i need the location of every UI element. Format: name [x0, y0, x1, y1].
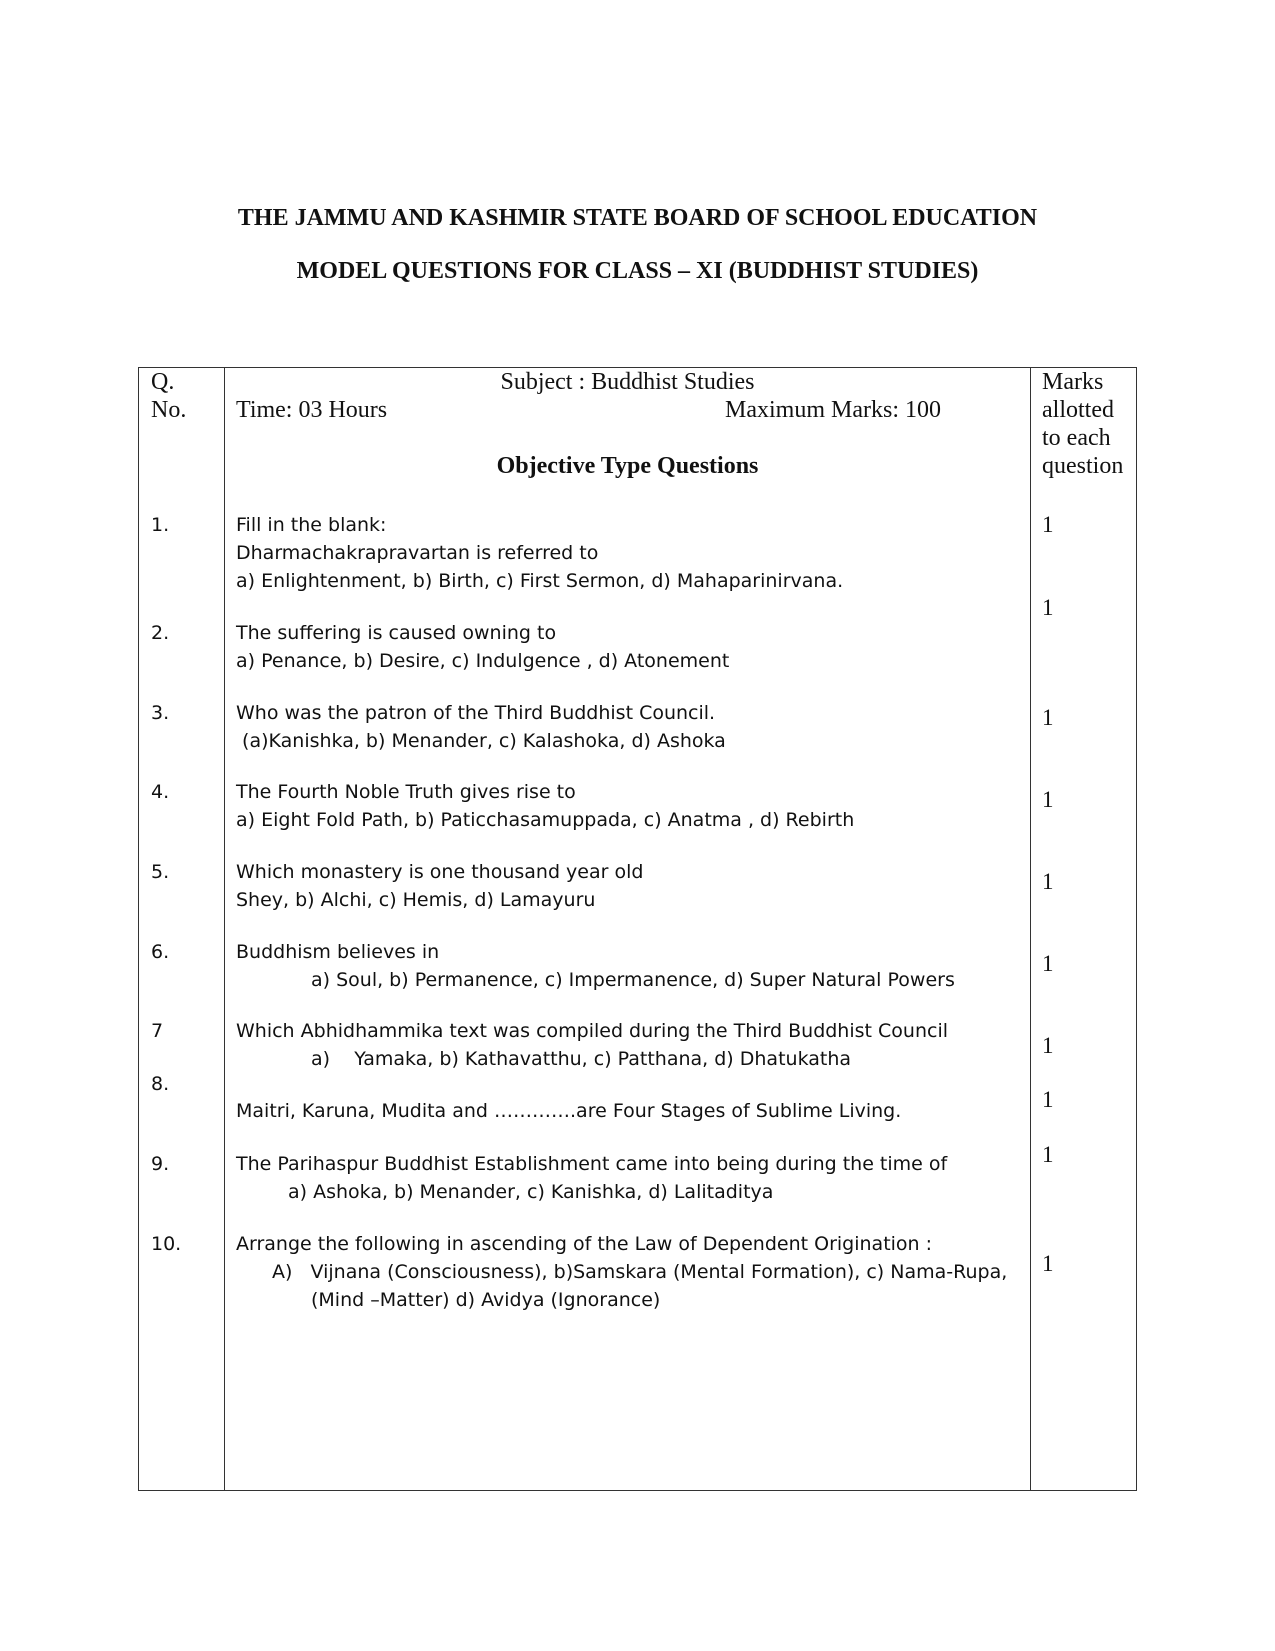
question-mark: 1	[1042, 869, 1054, 894]
board-title: THE JAMMU AND KASHMIR STATE BOARD OF SCHOOL EDUCATION	[237, 205, 1038, 231]
question-options: (Mind –Matter) d) Avidya (Ignorance)	[311, 1289, 661, 1311]
question-options: a) Soul, b) Permanence, c) Impermanence, d) Super Natural Powers	[311, 969, 955, 991]
question-options: (a)Kanishka, b) Menander, c) Kalashoka, d) Ashoka	[236, 730, 726, 752]
question-mark: 1	[1042, 951, 1054, 976]
question-mark: 1	[1042, 705, 1054, 730]
section-heading: Objective Type Questions	[496, 453, 759, 479]
question-line: Which monastery is one thousand year old	[236, 861, 644, 883]
question-mark: 1	[1042, 1142, 1054, 1167]
question-options: a) Yamaka, b) Kathavatthu, c) Patthana, d) Dhatukatha	[311, 1048, 852, 1070]
marks-header-line: Marks	[1042, 369, 1104, 395]
question-line: Maitri, Karuna, Mudita and ………….are Four Stages of Sublime Living.	[236, 1100, 902, 1122]
question-options: A) Vijnana (Consciousness), b)Samskara (Mental Formation), c) Nama-Rupa,	[272, 1261, 1008, 1283]
question-number: 8.	[151, 1073, 170, 1095]
question-line: Fill in the blank:	[236, 514, 387, 536]
question-options: a) Penance, b) Desire, c) Indulgence , d) Atonement	[236, 650, 730, 672]
question-line: The Parihaspur Buddhist Establishment came into being during the time of	[236, 1153, 948, 1175]
question-options: a) Ashoka, b) Menander, c) Kanishka, d) Lalitaditya	[288, 1181, 774, 1203]
question-number: 9.	[151, 1153, 170, 1175]
question-line: Arrange the following in ascending of the Law of Dependent Origination :	[236, 1233, 933, 1255]
question-line: The Fourth Noble Truth gives rise to	[236, 781, 576, 803]
question-line: Who was the patron of the Third Buddhist Council.	[236, 702, 716, 724]
question-options: a) Eight Fold Path, b) Paticchasamuppada, c) Anatma , d) Rebirth	[236, 809, 855, 831]
question-mark: 1	[1042, 787, 1054, 812]
question-number: 3.	[151, 702, 170, 724]
subject-line: Subject : Buddhist Studies	[500, 369, 755, 395]
qno-header-line2: No.	[151, 397, 187, 423]
question-text	[236, 778, 1026, 834]
time-allowed: Time: 03 Hours	[236, 397, 388, 423]
question-text	[236, 1097, 1026, 1125]
question-text	[236, 938, 1026, 994]
question-line: Buddhism believes in	[236, 941, 440, 963]
question-text	[236, 1230, 1026, 1314]
column-divider	[224, 368, 225, 1490]
question-text	[236, 511, 1026, 595]
maximum-marks: Maximum Marks: 100	[725, 397, 941, 423]
question-text	[236, 619, 1026, 675]
question-text	[236, 699, 1026, 755]
qno-header-line1: Q.	[151, 369, 175, 395]
question-options: a) Enlightenment, b) Birth, c) First Sermon, d) Mahaparinirvana.	[236, 570, 844, 592]
marks-header-line: to each	[1042, 425, 1111, 451]
marks-header-line: question	[1042, 453, 1124, 479]
question-text	[236, 858, 1026, 914]
paper-title: MODEL QUESTIONS FOR CLASS – XI (BUDDHIST STUDIES)	[296, 258, 979, 284]
question-line: Dharmachakrapravartan is referred to	[236, 542, 599, 564]
question-line: Which Abhidhammika text was compiled during the Third Buddhist Council	[236, 1020, 948, 1042]
question-number: 2.	[151, 622, 170, 644]
question-mark: 1	[1042, 512, 1054, 537]
question-number: 7	[151, 1020, 164, 1042]
column-divider	[1030, 368, 1031, 1490]
question-mark: 1	[1042, 1033, 1054, 1058]
marks-header-line: allotted	[1042, 397, 1114, 423]
question-number: 1.	[151, 514, 170, 536]
question-line: The suffering is caused owning to	[236, 622, 557, 644]
question-number: 6.	[151, 941, 170, 963]
question-number: 5.	[151, 861, 170, 883]
question-number: 10.	[151, 1233, 182, 1255]
question-mark: 1	[1042, 595, 1054, 620]
question-mark: 1	[1042, 1087, 1054, 1112]
question-text	[236, 1150, 1026, 1206]
question-number: 4.	[151, 781, 170, 803]
question-table	[138, 367, 1137, 1491]
question-options: Shey, b) Alchi, c) Hemis, d) Lamayuru	[236, 889, 596, 911]
question-text	[236, 1017, 1026, 1073]
question-mark: 1	[1042, 1251, 1054, 1276]
